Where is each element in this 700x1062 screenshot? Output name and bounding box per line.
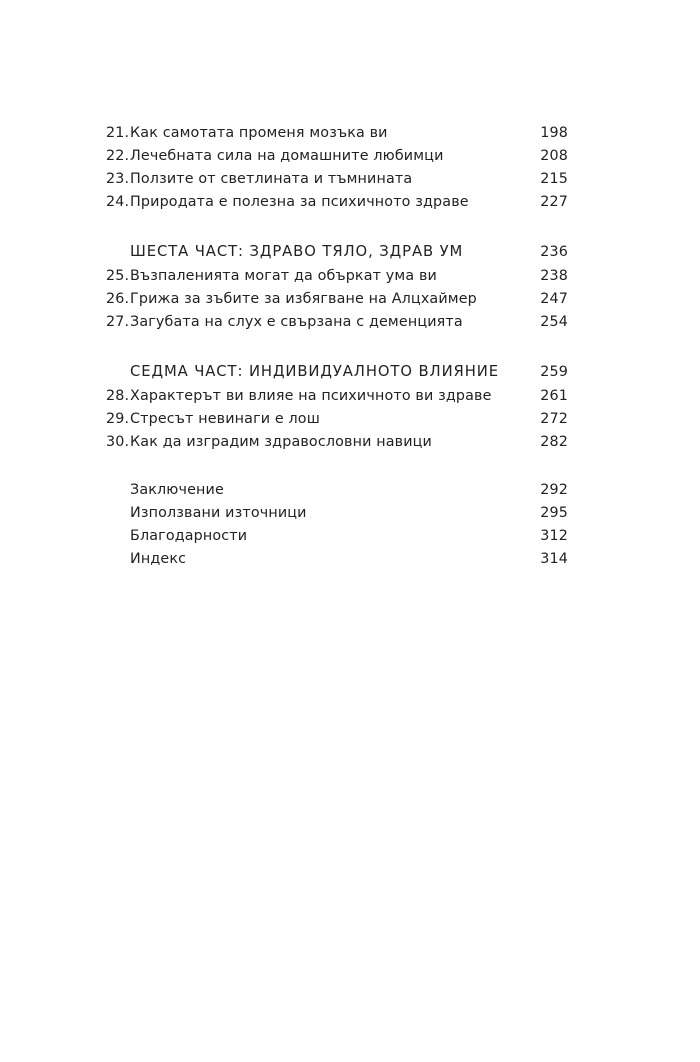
page-number: 292 xyxy=(540,482,568,498)
chapter-title: Как да изградим здравословни навици xyxy=(130,434,432,450)
section-title: Благодарности xyxy=(130,528,248,544)
chapter-title: Как самотата променя мозъка ви xyxy=(130,125,388,141)
chapter-title: Природата е полезна за психичното здраве xyxy=(130,194,469,210)
toc-entry-conclusion[interactable] xyxy=(106,479,568,502)
chapter-title: Лечебната сила на домашните любимци xyxy=(130,148,444,164)
chapter-title: Ползите от светлината и тъмнината xyxy=(130,171,413,187)
section-title: Заключение xyxy=(130,482,224,498)
chapter-number: 24. xyxy=(106,194,130,210)
page-number: 254 xyxy=(540,314,568,330)
page-number: 227 xyxy=(540,194,568,210)
page-number: 247 xyxy=(540,291,568,307)
page-number: 215 xyxy=(540,171,568,187)
toc-entry-acknowledgements[interactable] xyxy=(106,525,568,548)
section-title: Индекс xyxy=(130,551,187,567)
toc-entry-25[interactable] xyxy=(106,265,568,288)
toc-group-part-six xyxy=(106,239,568,334)
toc-entry-27[interactable] xyxy=(106,311,568,334)
part-heading-six[interactable] xyxy=(106,239,568,265)
page-number: 238 xyxy=(540,268,568,284)
chapter-number: 30. xyxy=(106,434,130,450)
chapter-title: Грижа за зъбите за избягване на Алцхаймер xyxy=(130,291,477,307)
toc-entry-index[interactable] xyxy=(106,548,568,571)
chapter-number: 23. xyxy=(106,171,130,187)
page-number: 236 xyxy=(540,244,568,260)
chapter-number: 22. xyxy=(106,148,130,164)
chapter-title: Характерът ви влияе на психичното ви здраве xyxy=(130,388,492,404)
page-number: 312 xyxy=(540,528,568,544)
toc-entry-24[interactable] xyxy=(106,191,568,214)
chapter-title: Стресът невинаги е лош xyxy=(130,411,320,427)
chapter-number: 26. xyxy=(106,291,130,307)
page-number: 282 xyxy=(540,434,568,450)
page-number: 314 xyxy=(540,551,568,567)
toc-group-chapters-21-24 xyxy=(106,122,568,214)
toc-entry-28[interactable] xyxy=(106,385,568,408)
toc-entry-30[interactable] xyxy=(106,431,568,454)
page-number: 208 xyxy=(540,148,568,164)
toc-entry-23[interactable] xyxy=(106,168,568,191)
toc-group-part-seven xyxy=(106,359,568,454)
toc-entry-sources[interactable] xyxy=(106,502,568,525)
section-title: Използвани източници xyxy=(130,505,307,521)
chapter-title: Възпаленията могат да объркат ума ви xyxy=(130,268,437,284)
page-number: 295 xyxy=(540,505,568,521)
table-of-contents xyxy=(106,122,568,571)
chapter-number: 28. xyxy=(106,388,130,404)
chapter-number: 25. xyxy=(106,268,130,284)
toc-entry-21[interactable] xyxy=(106,122,568,145)
toc-entry-29[interactable] xyxy=(106,408,568,431)
chapter-number: 29. xyxy=(106,411,130,427)
page-number: 259 xyxy=(540,364,568,380)
page-number: 198 xyxy=(540,125,568,141)
chapter-title: Загубата на слух е свързана с деменцията xyxy=(130,314,463,330)
page-number: 261 xyxy=(540,388,568,404)
part-title: ШЕСТА ЧАСТ: ЗДРАВО ТЯЛО, ЗДРАВ УМ xyxy=(130,243,464,260)
page-number: 272 xyxy=(540,411,568,427)
toc-group-back-matter xyxy=(106,479,568,571)
toc-entry-22[interactable] xyxy=(106,145,568,168)
toc-entry-26[interactable] xyxy=(106,288,568,311)
chapter-number: 27. xyxy=(106,314,130,330)
part-title: СЕДМА ЧАСТ: ИНДИВИДУАЛНОТО ВЛИЯНИЕ xyxy=(130,363,499,380)
part-heading-seven[interactable] xyxy=(106,359,568,385)
chapter-number: 21. xyxy=(106,125,130,141)
